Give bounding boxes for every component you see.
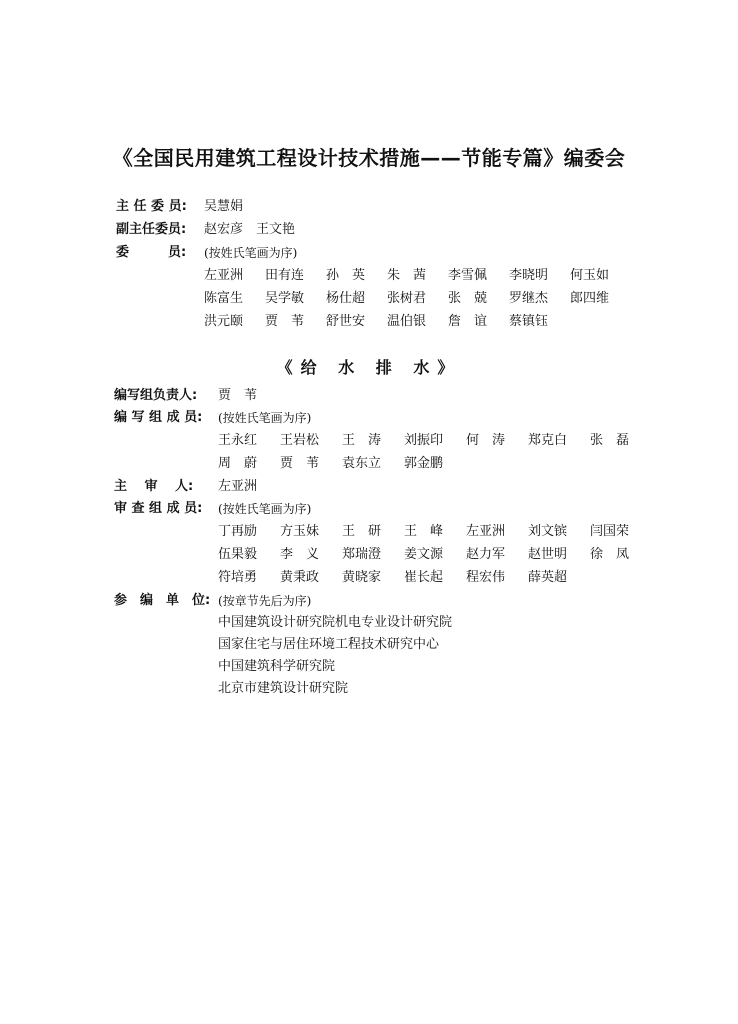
reviewer-name: 李 义 <box>280 547 320 562</box>
members-note: (按姓氏笔画为序) <box>204 246 298 260</box>
writer-name: 何 涛 <box>466 433 506 448</box>
member-name: 蔡镇钰 <box>509 314 549 329</box>
reviewers-note: (按姓氏笔画为序) <box>218 502 312 516</box>
chief-reviewer-value: 左亚洲 <box>218 479 258 494</box>
writer-name: 郭金鹏 <box>404 456 444 471</box>
director-value: 吴慧娟 <box>204 199 244 214</box>
reviewer-name: 崔长起 <box>404 570 444 585</box>
unit-name: 中国建筑设计研究院机电专业设计研究院 <box>218 615 453 630</box>
reviewer-name: 王 峰 <box>404 524 444 539</box>
member-name: 郎四维 <box>570 291 610 306</box>
member-name: 张 兢 <box>448 291 488 306</box>
writer-name: 贾 苇 <box>280 456 320 471</box>
reviewer-name: 丁再励 <box>218 524 258 539</box>
writers-label: 编 写 组 成 员: <box>114 410 203 425</box>
member-name: 左亚洲 <box>204 268 244 283</box>
member-name: 詹 谊 <box>448 314 488 329</box>
writer-name: 刘振印 <box>404 433 444 448</box>
document-title: 《全国民用建筑工程设计技术措施——节能专篇》编委会 <box>112 146 626 170</box>
members-label: 委 员: <box>116 245 187 260</box>
reviewer-name: 黄晓家 <box>342 570 382 585</box>
member-name: 朱 茜 <box>387 268 427 283</box>
member-name: 孙 英 <box>326 268 366 283</box>
reviewer-name: 徐 凤 <box>590 547 630 562</box>
reviewer-name: 姜文源 <box>404 547 444 562</box>
vice-director-value: 赵宏彦 王文艳 <box>204 222 296 237</box>
reviewer-name: 左亚洲 <box>466 524 506 539</box>
writer-name: 周 蔚 <box>218 456 258 471</box>
reviewer-name: 王 研 <box>342 524 382 539</box>
vice-director-label: 副主任委员: <box>116 222 187 237</box>
writers-note: (按姓氏笔画为序) <box>218 411 312 425</box>
unit-name: 国家住宅与居住环境工程技术研究中心 <box>218 637 440 652</box>
writer-name: 袁东立 <box>342 456 382 471</box>
writer-name: 王永红 <box>218 433 258 448</box>
reviewer-name: 方玉妹 <box>280 524 320 539</box>
leader-label: 编写组负责人: <box>114 388 198 403</box>
reviewer-name: 伍果毅 <box>218 547 258 562</box>
director-label: 主 任 委 员: <box>116 199 187 214</box>
reviewer-name: 程宏伟 <box>466 570 506 585</box>
writer-name: 王岩松 <box>280 433 320 448</box>
member-name: 李雪佩 <box>448 268 488 283</box>
section-title: 《给 水 排 水》 <box>276 358 462 377</box>
chief-reviewer-label: 主 审 人: <box>114 479 194 494</box>
reviewer-name: 闫国荣 <box>590 524 630 539</box>
member-name: 罗继杰 <box>509 291 549 306</box>
member-name: 陈富生 <box>204 291 244 306</box>
units-note: (按章节先后为序) <box>218 594 312 608</box>
member-name: 田有连 <box>265 268 305 283</box>
reviewer-name: 刘文镔 <box>528 524 568 539</box>
member-name: 吴学敏 <box>265 291 305 306</box>
reviewer-name: 薛英超 <box>528 570 568 585</box>
member-name: 舒世安 <box>326 314 366 329</box>
writer-name: 郑克白 <box>528 433 568 448</box>
member-name: 杨仕超 <box>326 291 366 306</box>
reviewer-name: 赵世明 <box>528 547 568 562</box>
member-name: 洪元颐 <box>204 314 244 329</box>
units-label: 参 编 单 位: <box>114 593 211 608</box>
reviewer-name: 黄秉政 <box>280 570 320 585</box>
reviewers-label: 审 查 组 成 员: <box>114 501 203 516</box>
unit-name: 北京市建筑设计研究院 <box>218 681 349 696</box>
member-name: 温伯银 <box>387 314 427 329</box>
unit-name: 中国建筑科学研究院 <box>218 659 336 674</box>
member-name: 李晓明 <box>509 268 549 283</box>
member-name: 何玉如 <box>570 268 610 283</box>
leader-value: 贾 苇 <box>218 388 258 403</box>
member-name: 贾 苇 <box>265 314 305 329</box>
reviewer-name: 符培勇 <box>218 570 258 585</box>
member-name: 张树君 <box>387 291 427 306</box>
reviewer-name: 郑瑞澄 <box>342 547 382 562</box>
writer-name: 张 磊 <box>590 433 630 448</box>
reviewer-name: 赵力军 <box>466 547 506 562</box>
writer-name: 王 涛 <box>342 433 382 448</box>
